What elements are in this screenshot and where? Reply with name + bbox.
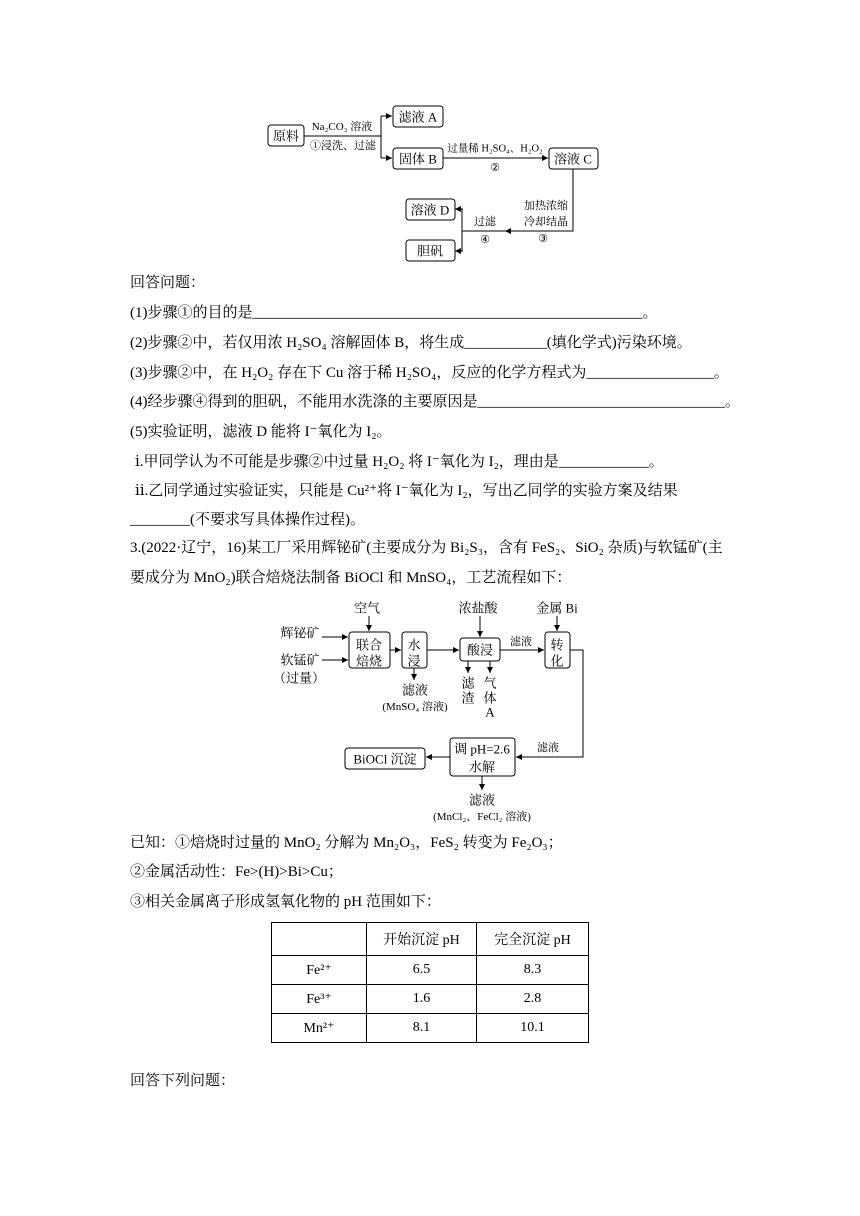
table-cell-end: 2.8: [477, 985, 589, 1014]
flowchart-2: [0, 590, 860, 830]
gas-char-1: 气: [483, 675, 497, 691]
input-acid: 浓盐酸: [458, 600, 498, 616]
question-2: (2)步骤②中，若仅用浓 H₂SO₄ 溶解固体 B，将生成___________(填化学式)污染环境。: [130, 335, 692, 351]
question-4: (4)经步骤④得到的胆矾，不能用水洗涤的主要原因是_________________________________。: [130, 394, 740, 410]
question-5: (5)实验证明，滤液 D 能将 I⁻氧化为 I₂。: [130, 424, 392, 440]
box-product-label: 胆矾: [416, 243, 444, 259]
question-5-ii-continued: ________(不要求写具体操作过程)。: [130, 512, 365, 528]
step3-line1: 加热浓缩: [524, 200, 568, 212]
known-3: ③相关金属离子形成氢氧化物的 pH 范围如下：: [130, 894, 441, 910]
box-convert-line1: 转: [550, 637, 564, 653]
leach-filtrate-note: (MnSO₄ 溶液): [382, 701, 448, 713]
box-hydrolysis-line2: 水解: [468, 759, 496, 775]
final-filtrate-note: (MnCl₂、FeCl₂ 溶液): [433, 811, 531, 823]
step2-label: ②: [490, 162, 500, 174]
table-row: [272, 1014, 589, 1043]
convert-filtrate: 滤液: [537, 742, 559, 754]
input-air: 空气: [353, 600, 381, 616]
step3-label: ③: [538, 233, 548, 245]
table-header-row: [272, 923, 589, 956]
residue-char-1: 滤: [461, 675, 475, 691]
known-2: ②金属活动性：Fe>(H)>Bi>Cu；: [130, 864, 343, 880]
question-1: (1)步骤①的目的是____________________________________________________。: [130, 305, 658, 321]
question-5-ii: ⅱ.乙同学通过实验证实，只能是 Cu²⁺将 I⁻氧化为 I₂，写出乙同学的实验方案及结果: [135, 483, 678, 499]
input-ore-2-note: （过量）: [272, 670, 326, 686]
ph-range-table: [271, 922, 589, 1043]
question-5-i: ⅰ.甲同学认为不可能是步骤②中过量 H₂O₂ 将 I⁻氧化为 I₂，理由是____________。: [135, 454, 664, 470]
problem-3-stem: 3.(2022·辽宁，16)某工厂采用辉铋矿(主要成分为 Bi₂S₃，含有 FeS₂、SiO₂ 杂质)与软锰矿(主: [130, 540, 723, 556]
table-cell-start: 6.5: [367, 956, 477, 985]
step2-reagent: 过量稀 H₂SO₄、H₂O₂: [447, 143, 543, 155]
known-1: 已知：①焙烧时过量的 MnO₂ 分解为 Mn₂O₃，FeS₂ 转变为 Fe₂O₃；: [130, 835, 563, 851]
leach-filtrate: 滤液: [401, 682, 429, 698]
final-filtrate: 滤液: [468, 792, 496, 808]
residue-char-2: 渣: [461, 690, 475, 706]
box-roast-line1: 联合: [355, 637, 383, 653]
step4-label: ④: [480, 234, 490, 246]
table-row: [272, 956, 589, 985]
box-convert-line2: 化: [550, 653, 564, 669]
table-cell-start: 1.6: [367, 985, 477, 1014]
table-cell-end: 10.1: [477, 1014, 589, 1043]
input-ore-2: 软锰矿: [280, 652, 320, 668]
acid-filtrate: 滤液: [510, 636, 532, 648]
answer-prompt: 回答下列问题：: [130, 1073, 236, 1089]
step1-label: ①浸洗、过滤: [310, 140, 376, 152]
table-cell-ion: Fe²⁺: [272, 956, 367, 985]
input-metal: 金属 Bi: [536, 600, 578, 616]
table-row: [272, 985, 589, 1014]
table-header-start: 开始沉淀 pH: [367, 923, 477, 956]
gas-char-3: A: [485, 704, 495, 720]
problem-3-stem-continued: 要成分为 MnO₂)联合焙烧法制备 BiOCl 和 MnSO₄，工艺流程如下：: [130, 570, 572, 586]
table-cell-end: 8.3: [477, 956, 589, 985]
input-ore-1: 辉铋矿: [280, 625, 320, 641]
box-solution-d-label: 溶液 D: [410, 202, 450, 218]
box-roast-line2: 焙烧: [355, 653, 383, 669]
box-filtrate-a-label: 滤液 A: [398, 109, 438, 125]
table-header-end: 完全沉淀 pH: [477, 923, 589, 956]
table-cell-ion: Mn²⁺: [272, 1014, 367, 1043]
flowchart-1: [0, 0, 860, 270]
table-corner-cell: [272, 923, 367, 956]
step4-reagent: 过滤: [474, 216, 496, 228]
box-raw-label: 原料: [272, 128, 300, 144]
box-hydrolysis-line1: 调 pH=2.6: [454, 741, 510, 757]
question-3: (3)步骤②中，在 H₂O₂ 存在下 Cu 溶于稀 H₂SO₄，反应的化学方程式为_________________。: [130, 365, 729, 381]
box-solution-c-label: 溶液 C: [554, 151, 592, 167]
table-cell-ion: Fe³⁺: [272, 985, 367, 1014]
table-cell-start: 8.1: [367, 1014, 477, 1043]
answer-intro: 回答问题：: [130, 275, 206, 291]
step3-line2: 冷却结晶: [524, 216, 568, 228]
step1-reagent: Na₂CO₃ 溶液: [311, 121, 373, 133]
box-solid-b-label: 固体 B: [399, 151, 437, 167]
box-acid-leach-label: 酸浸: [466, 642, 494, 658]
box-water-leach-line1: 水: [407, 637, 421, 653]
box-water-leach-line2: 浸: [407, 653, 421, 669]
box-product-label: BiOCl 沉淀: [353, 751, 417, 767]
gas-char-2: 体: [483, 690, 497, 706]
